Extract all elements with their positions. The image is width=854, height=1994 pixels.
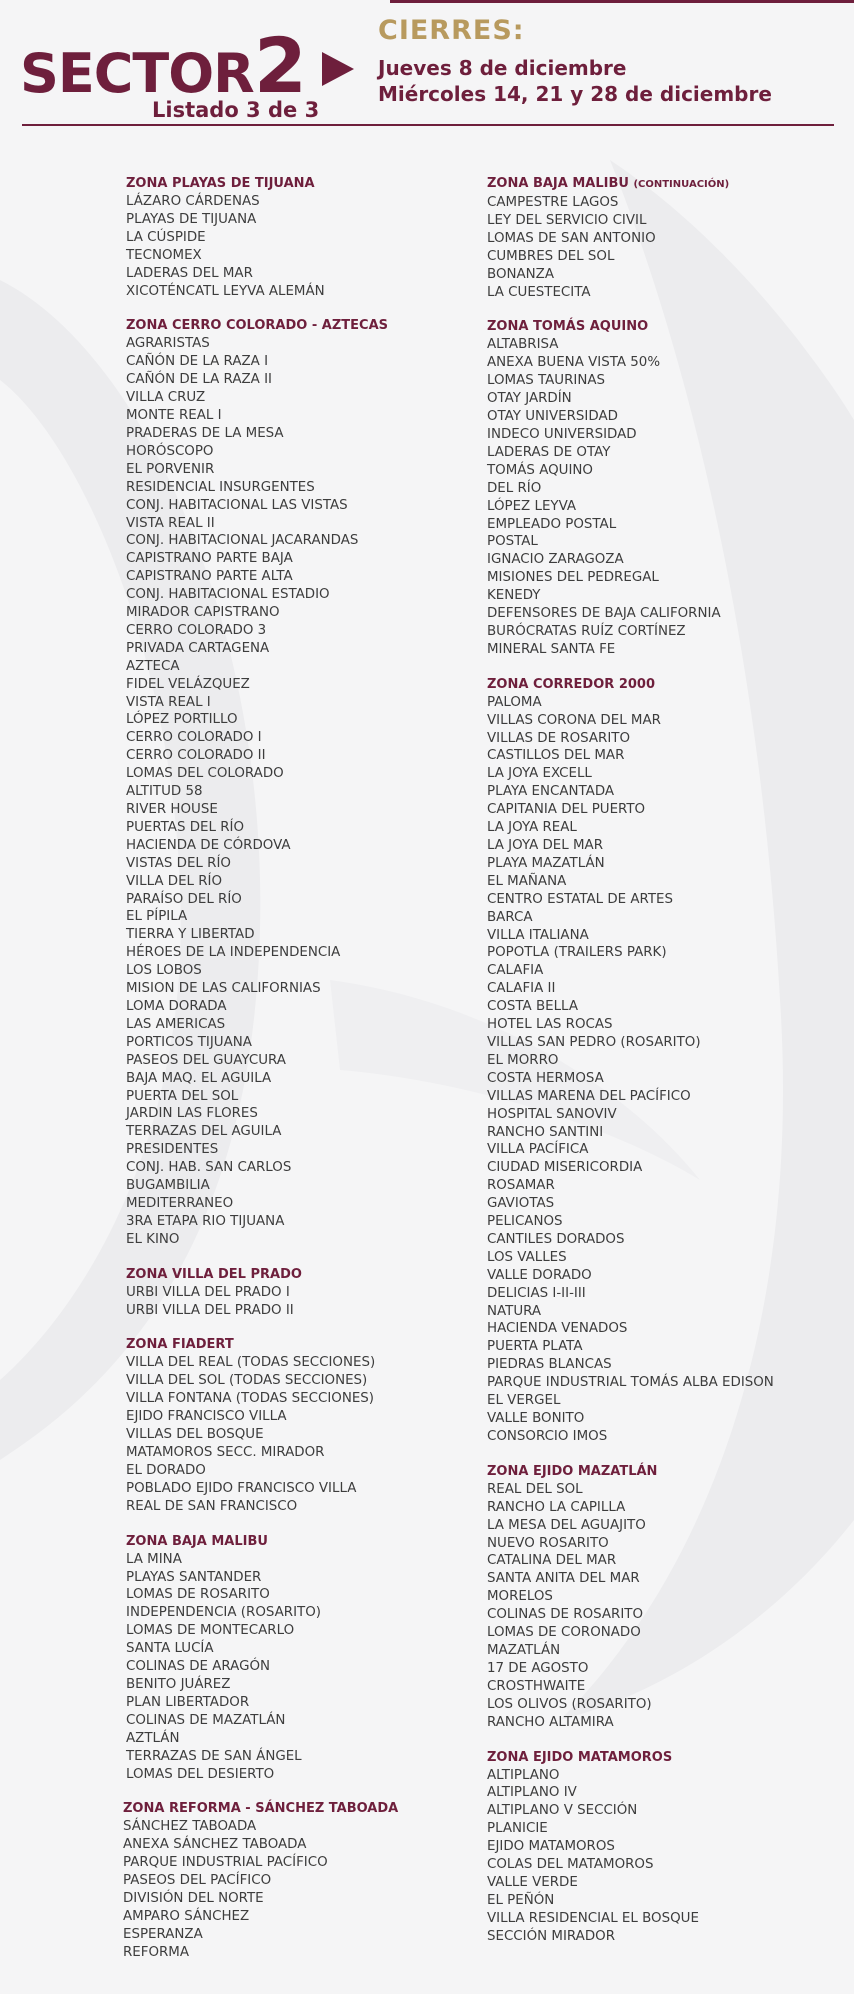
neighborhood-item: FIDEL VELÁZQUEZ bbox=[126, 676, 250, 692]
neighborhood-item: PIEDRAS BLANCAS bbox=[487, 1357, 612, 1373]
neighborhood-item: SECCIÓN MIRADOR bbox=[487, 1928, 616, 1944]
neighborhood-item: PARAÍSO DEL RÍO bbox=[126, 891, 242, 907]
neighborhood-item: ALTIPLANO bbox=[487, 1767, 560, 1783]
neighborhood-item: PASEOS DEL PACÍFICO bbox=[123, 1873, 272, 1889]
zone-subtitle: (CONTINUACIÓN) bbox=[633, 179, 730, 190]
neighborhood-item: PUERTA PLATA bbox=[487, 1339, 583, 1355]
neighborhood-item: CENTRO ESTATAL DE ARTES bbox=[487, 891, 674, 907]
neighborhood-item: MEDITERRANEO bbox=[126, 1195, 234, 1211]
header-divider bbox=[22, 124, 834, 126]
neighborhood-item: CONJ. HABITACIONAL LAS VISTAS bbox=[126, 497, 348, 513]
neighborhood-item: EL VERGEL bbox=[487, 1393, 561, 1409]
neighborhood-item: VILLAS CORONA DEL MAR bbox=[487, 712, 661, 728]
neighborhood-item: ESPERANZA bbox=[123, 1926, 203, 1942]
neighborhood-item: OTAY UNIVERSIDAD bbox=[487, 409, 618, 425]
neighborhood-item: EJIDO FRANCISCO VILLA bbox=[126, 1409, 287, 1425]
zone-title bbox=[487, 318, 847, 336]
neighborhood-item: LADERAS DEL MAR bbox=[126, 265, 253, 281]
neighborhood-item: ALTIPLANO IV bbox=[487, 1785, 577, 1801]
zone-title bbox=[487, 175, 847, 194]
neighborhood-item: LOMAS TAURINAS bbox=[487, 373, 606, 389]
neighborhood-item: EL PEÑÓN bbox=[487, 1892, 555, 1908]
zone-neighborhood-list bbox=[487, 694, 847, 1446]
neighborhood-item: LÁZARO CÁRDENAS bbox=[126, 194, 260, 209]
neighborhood-item: EL MAÑANA bbox=[487, 873, 567, 889]
neighborhood-item: ROSAMAR bbox=[487, 1178, 555, 1194]
neighborhood-item: RANCHO SANTINI bbox=[487, 1124, 604, 1140]
neighborhood-item: EMPLEADO POSTAL bbox=[487, 516, 617, 532]
neighborhood-item: HOTEL LAS ROCAS bbox=[487, 1017, 613, 1033]
zone-zona-cerro-colorado-aztecas bbox=[126, 317, 456, 1248]
neighborhood-item: 3RA ETAPA RIO TIJUANA bbox=[126, 1213, 285, 1229]
neighborhood-item: LADERAS DE OTAY bbox=[487, 444, 611, 460]
neighborhood-item: COLINAS DE ARAGÓN bbox=[126, 1659, 271, 1675]
neighborhood-item: VILLA DEL SOL (TODAS SECCIONES) bbox=[126, 1373, 368, 1389]
neighborhood-item: VILLAS DEL BOSQUE bbox=[126, 1427, 264, 1443]
zone-neighborhood-list bbox=[126, 1354, 456, 1515]
cierres-date-2: Miércoles 14, 21 y 28 de diciembre bbox=[378, 82, 772, 106]
neighborhood-item: RANCHO LA CAPILLA bbox=[487, 1499, 626, 1515]
neighborhood-item: BENITO JUÁREZ bbox=[126, 1676, 231, 1692]
neighborhood-item: BURÓCRATAS RUÍZ CORTÍNEZ bbox=[487, 623, 686, 639]
zone-zona-fiadert bbox=[126, 1336, 456, 1515]
neighborhood-item: COLAS DEL MATAMOROS bbox=[487, 1857, 654, 1873]
neighborhood-item: COLINAS DE MAZATLÁN bbox=[126, 1712, 286, 1728]
neighborhood-item: VISTA REAL I bbox=[126, 694, 211, 710]
neighborhood-item: LOS LOBOS bbox=[126, 963, 202, 979]
zone-title bbox=[487, 1749, 847, 1767]
neighborhood-item: PELICANOS bbox=[487, 1214, 563, 1230]
sector-label: SECTOR bbox=[20, 42, 254, 105]
neighborhood-item: CASTILLOS DEL MAR bbox=[487, 748, 625, 764]
zone-title-text: ZONA TOMÁS AQUINO bbox=[487, 319, 649, 335]
zone-zona-tomas-aquino bbox=[487, 318, 847, 658]
neighborhood-item: AZTLÁN bbox=[126, 1730, 180, 1746]
neighborhood-item: PLAYAS DE TIJUANA bbox=[126, 211, 257, 227]
zone-zona-reforma-sanchez-taboada bbox=[123, 1800, 456, 1961]
neighborhood-item: DIVISIÓN DEL NORTE bbox=[123, 1891, 264, 1907]
neighborhood-item: REFORMA bbox=[123, 1944, 190, 1960]
zone-neighborhood-list bbox=[487, 1481, 847, 1732]
neighborhood-item: MIRADOR CAPISTRANO bbox=[126, 605, 280, 621]
zone-title-text: ZONA CERRO COLORADO - AZTECAS bbox=[126, 318, 388, 334]
neighborhood-item: NUEVO ROSARITO bbox=[487, 1535, 609, 1551]
neighborhood-item: VALLE DORADO bbox=[487, 1267, 592, 1283]
neighborhood-item: VILLA CRUZ bbox=[126, 390, 206, 406]
neighborhood-item: LOMA DORADA bbox=[126, 998, 227, 1014]
neighborhood-item: LA MESA DEL AGUAJITO bbox=[487, 1517, 646, 1533]
neighborhood-item: INDEPENDENCIA (ROSARITO) bbox=[126, 1605, 321, 1621]
neighborhood-item: CALAFIA II bbox=[487, 981, 556, 997]
neighborhood-item: PRESIDENTES bbox=[126, 1142, 219, 1158]
neighborhood-item: MISIONES DEL PEDREGAL bbox=[487, 570, 659, 586]
neighborhood-item: LOS VALLES bbox=[487, 1249, 567, 1265]
neighborhood-item: PARQUE INDUSTRIAL TOMÁS ALBA EDISON bbox=[487, 1375, 774, 1391]
zone-title-text: ZONA VILLA DEL PRADO bbox=[126, 1266, 302, 1282]
neighborhood-item: CONJ. HABITACIONAL ESTADIO bbox=[126, 587, 330, 603]
neighborhood-item: LEY DEL SERVICIO CIVIL bbox=[487, 212, 647, 228]
listado-label: Listado 3 de 3 bbox=[152, 98, 320, 122]
neighborhood-item: HACIENDA VENADOS bbox=[487, 1321, 628, 1337]
neighborhood-item: PUERTAS DEL RÍO bbox=[126, 819, 245, 835]
neighborhood-item: EL MORRO bbox=[487, 1052, 559, 1068]
neighborhood-item: VILLA PACÍFICA bbox=[487, 1142, 589, 1158]
neighborhood-item: RESIDENCIAL INSURGENTES bbox=[126, 479, 315, 495]
neighborhood-item: ALTABRISA bbox=[487, 337, 559, 353]
neighborhood-item: LOMAS DE SAN ANTONIO bbox=[487, 230, 656, 246]
neighborhood-item: PLAN LIBERTADOR bbox=[126, 1694, 250, 1710]
neighborhood-item: MORELOS bbox=[487, 1589, 553, 1605]
neighborhood-item: HÉROES DE LA INDEPENDENCIA bbox=[126, 945, 341, 961]
cierres-title: CIERRES: bbox=[378, 15, 525, 46]
neighborhood-item: CANTILES DORADOS bbox=[487, 1231, 625, 1247]
zone-neighborhood-list bbox=[487, 336, 847, 658]
neighborhood-item: CIUDAD MISERICORDIA bbox=[487, 1160, 643, 1176]
neighborhood-item: LA JOYA DEL MAR bbox=[487, 838, 604, 853]
neighborhood-item: CERRO COLORADO I bbox=[126, 730, 262, 746]
zone-neighborhood-list bbox=[126, 1551, 456, 1784]
neighborhood-item: HOSPITAL SANOVIV bbox=[487, 1106, 617, 1122]
neighborhood-item: VILLAS MARENA DEL PACÍFICO bbox=[487, 1088, 691, 1104]
neighborhood-item: TIERRA Y LIBERTAD bbox=[126, 927, 255, 943]
neighborhood-item: CAMPESTRE LAGOS bbox=[487, 195, 619, 210]
neighborhood-item: INDECO UNIVERSIDAD bbox=[487, 426, 637, 442]
neighborhood-item: RIVER HOUSE bbox=[126, 802, 218, 817]
neighborhood-item: PRADERAS DE LA MESA bbox=[126, 425, 284, 441]
neighborhood-item: PARQUE INDUSTRIAL PACÍFICO bbox=[123, 1855, 328, 1871]
neighborhood-item: VILLA RESIDENCIAL EL BOSQUE bbox=[487, 1910, 699, 1926]
neighborhood-item: POBLADO EJIDO FRANCISCO VILLA bbox=[126, 1480, 357, 1496]
zone-title bbox=[126, 175, 456, 193]
neighborhood-item: PLAYA MAZATLÁN bbox=[487, 855, 605, 871]
neighborhood-item: MONTE REAL I bbox=[126, 408, 222, 424]
zone-title-text: ZONA PLAYAS DE TIJUANA bbox=[126, 176, 315, 191]
neighborhood-item: MATAMOROS SECC. MIRADOR bbox=[126, 1445, 325, 1460]
neighborhood-item: DEL RÍO bbox=[487, 480, 542, 496]
neighborhood-item: EL KINO bbox=[126, 1231, 180, 1247]
neighborhood-item: LOMAS DEL COLORADO bbox=[126, 766, 284, 782]
neighborhood-item: POPOTLA (TRAILERS PARK) bbox=[487, 945, 667, 961]
neighborhood-item: URBI VILLA DEL PRADO II bbox=[126, 1302, 294, 1318]
neighborhood-item: PASEOS DEL GUAYCURA bbox=[126, 1052, 286, 1068]
neighborhood-item: VALLE BONITO bbox=[487, 1411, 585, 1426]
neighborhood-item: COSTA BELLA bbox=[487, 999, 578, 1015]
zone-title bbox=[487, 1463, 847, 1481]
zone-neighborhood-list bbox=[123, 1818, 456, 1961]
neighborhood-item: BAJA MAQ. EL AGUILA bbox=[126, 1070, 272, 1086]
neighborhood-item: XICOTÉNCATL LEYVA ALEMÁN bbox=[126, 283, 325, 299]
zone-title bbox=[123, 1800, 456, 1818]
zone-title-text: ZONA EJIDO MAZATLÁN bbox=[487, 1463, 658, 1479]
zone-zona-ejido-matamoros bbox=[487, 1749, 847, 1946]
neighborhood-item: VILLA ITALIANA bbox=[487, 927, 589, 943]
neighborhood-item: AGRARISTAS bbox=[126, 336, 210, 352]
zones-right-column bbox=[487, 175, 847, 1963]
neighborhood-item: RANCHO ALTAMIRA bbox=[487, 1714, 614, 1730]
neighborhood-item: LÓPEZ LEYVA bbox=[487, 498, 577, 514]
neighborhood-item: ALTIPLANO V SECCIÓN bbox=[487, 1803, 638, 1819]
neighborhood-item: LOS OLIVOS (ROSARITO) bbox=[487, 1696, 652, 1712]
neighborhood-item: LOMAS DE CORONADO bbox=[487, 1625, 641, 1641]
neighborhood-item: SANTA LUCÍA bbox=[126, 1641, 214, 1657]
neighborhood-item: LÓPEZ PORTILLO bbox=[126, 712, 238, 728]
neighborhood-item: TECNOMEX bbox=[126, 247, 202, 263]
neighborhood-item: CONSORCIO IMOS bbox=[487, 1428, 608, 1444]
zone-zona-baja-malibu bbox=[487, 175, 847, 301]
neighborhood-item: CROSTHWAITE bbox=[487, 1678, 586, 1694]
neighborhood-item: BUGAMBILIA bbox=[126, 1178, 210, 1194]
zone-title bbox=[126, 1533, 456, 1551]
neighborhood-item: LA MINA bbox=[126, 1551, 182, 1567]
neighborhood-item: SANTA ANITA DEL MAR bbox=[487, 1571, 640, 1587]
neighborhood-item: VILLA DEL REAL (TODAS SECCIONES) bbox=[126, 1355, 376, 1371]
neighborhood-item: HORÓSCOPO bbox=[126, 443, 214, 459]
neighborhood-item: CONJ. HAB. SAN CARLOS bbox=[126, 1160, 292, 1176]
neighborhood-item: ALTITUD 58 bbox=[126, 784, 203, 800]
neighborhood-item: DEFENSORES DE BAJA CALIFORNIA bbox=[487, 606, 721, 622]
neighborhood-item: MINERAL SANTA FE bbox=[487, 641, 616, 657]
zone-title bbox=[487, 676, 847, 694]
neighborhood-item: SÁNCHEZ TABOADA bbox=[123, 1819, 257, 1835]
neighborhood-item: EL PORVENIR bbox=[126, 461, 215, 477]
neighborhood-item: TOMÁS AQUINO bbox=[487, 462, 593, 478]
neighborhood-item: OTAY JARDÍN bbox=[487, 391, 572, 407]
neighborhood-item: HACIENDA DE CÓRDOVA bbox=[126, 837, 291, 853]
neighborhood-item: TERRAZAS DE SAN ÁNGEL bbox=[126, 1748, 302, 1764]
neighborhood-item: VILLAS DE ROSARITO bbox=[487, 730, 631, 746]
cierres-date-1: Jueves 8 de diciembre bbox=[378, 56, 627, 80]
zone-zona-ejido-mazatlan bbox=[487, 1463, 847, 1732]
neighborhood-item: VILLAS SAN PEDRO (ROSARITO) bbox=[487, 1034, 701, 1050]
neighborhood-item: PLAYA ENCANTADA bbox=[487, 784, 615, 800]
neighborhood-item: LA JOYA REAL bbox=[487, 820, 577, 836]
zone-neighborhood-list bbox=[126, 193, 456, 300]
zone-title-text: ZONA BAJA MALIBU bbox=[487, 176, 629, 191]
neighborhood-item: LOMAS DEL DESIERTO bbox=[126, 1766, 275, 1782]
sector-number: 2 bbox=[254, 21, 307, 110]
zone-neighborhood-list bbox=[126, 335, 456, 1248]
page-header bbox=[0, 0, 854, 130]
neighborhood-item: BONANZA bbox=[487, 266, 555, 282]
neighborhood-item: CAÑÓN DE LA RAZA II bbox=[126, 372, 272, 388]
neighborhood-item: VILLA DEL RÍO bbox=[126, 873, 223, 889]
neighborhood-item: EJIDO MATAMOROS bbox=[487, 1839, 615, 1855]
neighborhood-item: PALOMA bbox=[487, 694, 542, 710]
zone-title-text: ZONA EJIDO MATAMOROS bbox=[487, 1749, 673, 1765]
neighborhood-item: AZTECA bbox=[126, 658, 180, 674]
neighborhood-item: CATALINA DEL MAR bbox=[487, 1553, 617, 1569]
neighborhood-item: PRIVADA CARTAGENA bbox=[126, 640, 270, 656]
zone-title-text: ZONA FIADERT bbox=[126, 1337, 234, 1353]
neighborhood-item: LOMAS DE MONTECARLO bbox=[126, 1623, 295, 1639]
zone-zona-villa-del-prado bbox=[126, 1266, 456, 1320]
neighborhood-item: PUERTA DEL SOL bbox=[126, 1088, 239, 1104]
neighborhood-item: BARCA bbox=[487, 909, 533, 925]
neighborhood-item: LAS AMERICAS bbox=[126, 1016, 226, 1032]
neighborhood-item: POSTAL bbox=[487, 534, 538, 550]
neighborhood-item: CAÑÓN DE LA RAZA I bbox=[126, 354, 269, 370]
neighborhood-item: CONJ. HABITACIONAL JACARANDAS bbox=[126, 533, 359, 549]
neighborhood-item: LOMAS DE ROSARITO bbox=[126, 1587, 270, 1603]
zone-zona-corredor-2000 bbox=[487, 676, 847, 1446]
neighborhood-item: KENEDY bbox=[487, 588, 541, 604]
zone-zona-playas-de-tijuana bbox=[126, 175, 456, 300]
zone-neighborhood-list bbox=[126, 1284, 456, 1320]
neighborhood-item: COLINAS DE ROSARITO bbox=[487, 1607, 643, 1623]
neighborhood-item: JARDIN LAS FLORES bbox=[126, 1106, 258, 1122]
neighborhood-item: PLANICIE bbox=[487, 1821, 548, 1837]
neighborhood-item: CERRO COLORADO 3 bbox=[126, 622, 267, 638]
neighborhood-item: CALAFIA bbox=[487, 963, 544, 979]
neighborhood-item: MISION DE LAS CALIFORNIAS bbox=[126, 981, 321, 997]
neighborhood-item: MAZATLÁN bbox=[487, 1642, 561, 1658]
neighborhood-item: ANEXA SÁNCHEZ TABOADA bbox=[123, 1837, 307, 1853]
neighborhood-item: GAVIOTAS bbox=[487, 1196, 555, 1212]
neighborhood-item: CAPISTRANO PARTE BAJA bbox=[126, 551, 293, 567]
zone-zona-baja-malibu bbox=[126, 1533, 456, 1784]
neighborhood-item: CUMBRES DEL SOL bbox=[487, 248, 615, 264]
neighborhood-item: VISTA REAL II bbox=[126, 515, 215, 531]
zone-title-text: ZONA BAJA MALIBU bbox=[126, 1533, 268, 1549]
zone-title bbox=[126, 1336, 456, 1354]
neighborhood-item: VALLE VERDE bbox=[487, 1874, 578, 1890]
zone-neighborhood-list bbox=[487, 1767, 847, 1946]
neighborhood-item: EL PÍPILA bbox=[126, 909, 188, 925]
neighborhood-item: REAL DEL SOL bbox=[487, 1481, 583, 1497]
zones-left-column bbox=[123, 175, 456, 1979]
neighborhood-item: ANEXA BUENA VISTA 50% bbox=[487, 355, 661, 371]
neighborhood-item: TERRAZAS DEL AGUILA bbox=[126, 1124, 282, 1140]
neighborhood-item: LA CÚSPIDE bbox=[126, 229, 206, 245]
neighborhood-item: 17 DE AGOSTO bbox=[487, 1660, 589, 1676]
neighborhood-item: CERRO COLORADO II bbox=[126, 748, 266, 764]
zone-title-text: ZONA CORREDOR 2000 bbox=[487, 676, 655, 692]
zone-title-text: ZONA REFORMA - SÁNCHEZ TABOADA bbox=[123, 1801, 399, 1817]
neighborhood-item: NATURA bbox=[487, 1303, 542, 1319]
neighborhood-item: VISTAS DEL RÍO bbox=[126, 855, 231, 871]
neighborhood-item: URBI VILLA DEL PRADO I bbox=[126, 1284, 290, 1300]
neighborhood-item: PORTICOS TIJUANA bbox=[126, 1034, 252, 1050]
neighborhood-item: AMPARO SÁNCHEZ bbox=[123, 1908, 250, 1924]
play-arrow-icon bbox=[322, 52, 354, 86]
neighborhood-item: VILLA FONTANA (TODAS SECCIONES) bbox=[126, 1391, 375, 1407]
neighborhood-item: CAPISTRANO PARTE ALTA bbox=[126, 569, 293, 585]
zone-title bbox=[126, 1266, 456, 1284]
neighborhood-item: CAPITANIA DEL PUERTO bbox=[487, 802, 646, 818]
neighborhood-item: IGNACIO ZARAGOZA bbox=[487, 552, 624, 568]
neighborhood-item: EL DORADO bbox=[126, 1462, 206, 1478]
neighborhood-item: LA CUESTECITA bbox=[487, 284, 591, 300]
zone-title bbox=[126, 317, 456, 335]
zone-neighborhood-list bbox=[487, 194, 847, 301]
neighborhood-item: COSTA HERMOSA bbox=[487, 1070, 604, 1086]
neighborhood-item: PLAYAS SANTANDER bbox=[126, 1569, 262, 1585]
neighborhood-item: DELICIAS I-II-III bbox=[487, 1285, 586, 1301]
neighborhood-item: LA JOYA EXCELL bbox=[487, 766, 592, 782]
neighborhood-item: REAL DE SAN FRANCISCO bbox=[126, 1498, 298, 1514]
